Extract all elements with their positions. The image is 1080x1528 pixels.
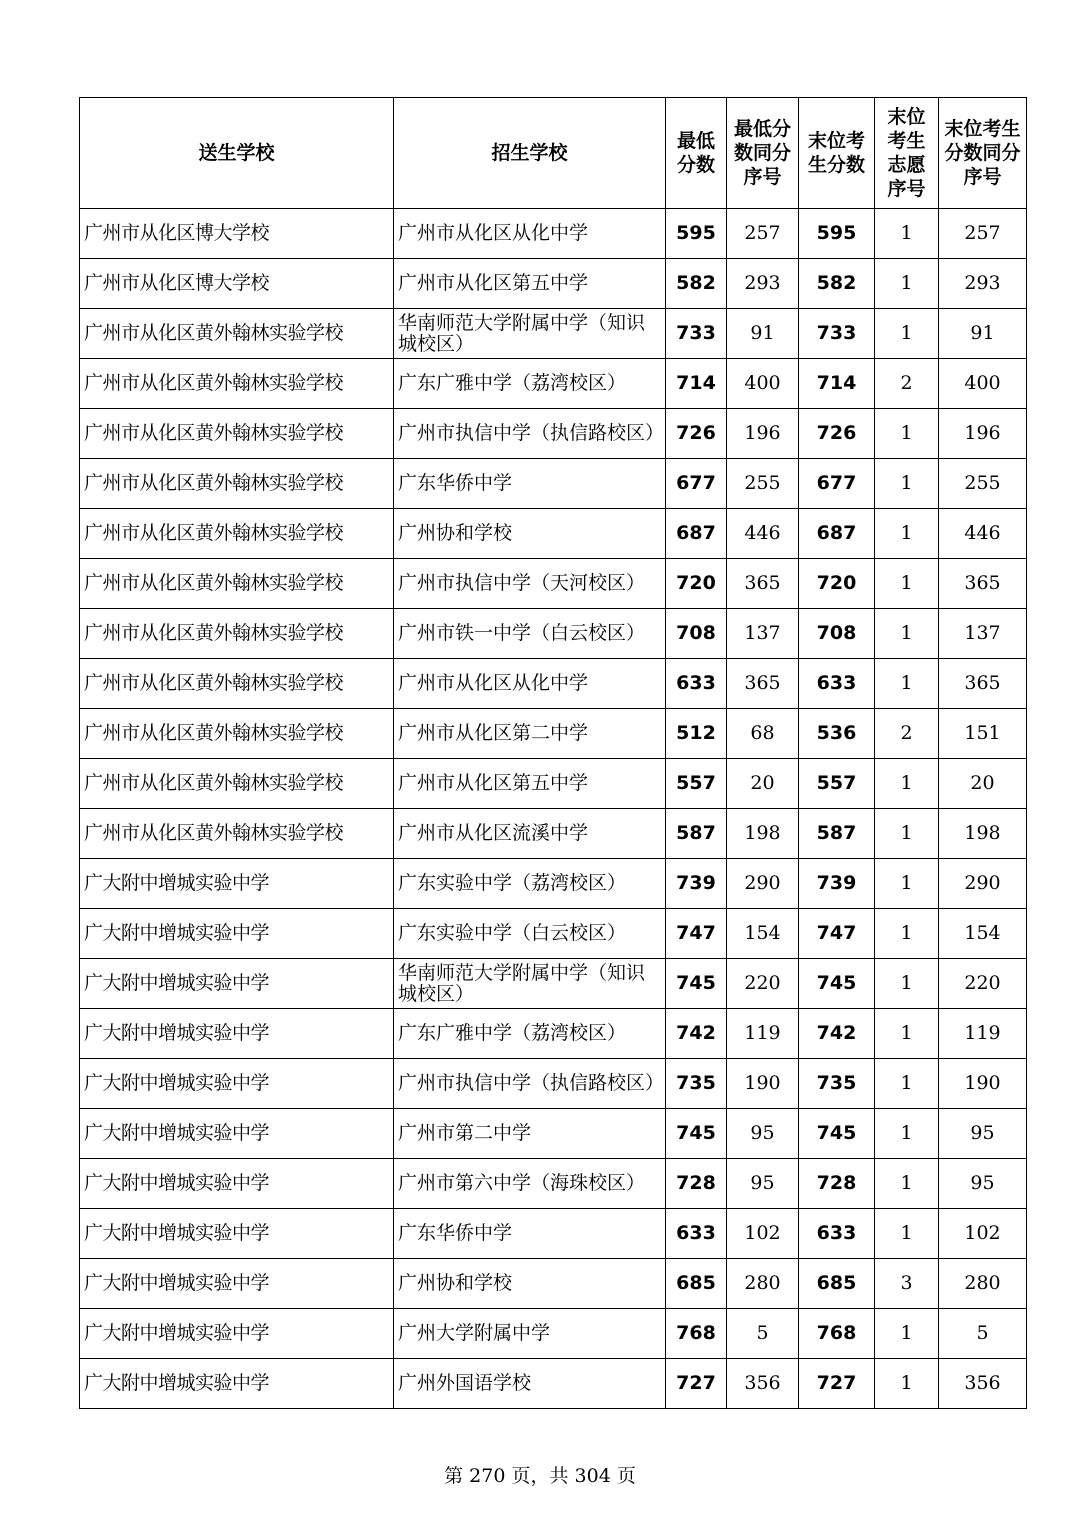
cell-last-wish: 2 [875, 359, 939, 409]
cell-recruit-school: 广州协和学校 [394, 509, 666, 559]
table-row [80, 609, 1027, 659]
cell-min-score-rank: 400 [727, 359, 799, 409]
cell-last-wish: 1 [875, 459, 939, 509]
cell-min-score-rank: 280 [727, 1259, 799, 1309]
cell-min-score-rank: 196 [727, 409, 799, 459]
table-row [80, 459, 1027, 509]
table-row [80, 259, 1027, 309]
cell-last-wish: 1 [875, 659, 939, 709]
cell-last-rank: 293 [939, 259, 1027, 309]
cell-last-rank: 356 [939, 1359, 1027, 1409]
table-row [80, 1109, 1027, 1159]
cell-last-rank: 137 [939, 609, 1027, 659]
cell-recruit-school: 广州市第二中学 [394, 1109, 666, 1159]
cell-recruit-school: 广州市铁一中学（白云校区） [394, 609, 666, 659]
cell-last-wish: 1 [875, 1209, 939, 1259]
table-row [80, 659, 1027, 709]
cell-last-wish: 1 [875, 759, 939, 809]
cell-recruit-school: 广州市从化区第五中学 [394, 759, 666, 809]
cell-send-school: 广州市从化区黄外翰林实验学校 [80, 409, 394, 459]
cell-last-score: 536 [799, 709, 875, 759]
table-row [80, 809, 1027, 859]
table-row [80, 709, 1027, 759]
cell-last-wish: 1 [875, 1059, 939, 1109]
cell-min-score: 685 [666, 1259, 727, 1309]
cell-recruit-school: 广州市执信中学（天河校区） [394, 559, 666, 609]
table-row [80, 359, 1027, 409]
cell-send-school: 广州市从化区黄外翰林实验学校 [80, 309, 394, 359]
cell-min-score: 742 [666, 1009, 727, 1059]
cell-send-school: 广大附中增城实验中学 [80, 909, 394, 959]
header-send-school: 送生学校 [80, 98, 394, 209]
cell-min-score-rank: 290 [727, 859, 799, 909]
cell-last-rank: 257 [939, 209, 1027, 259]
cell-recruit-school: 广州协和学校 [394, 1259, 666, 1309]
header-last-wish: 末位 考生 志愿 序号 [875, 98, 939, 209]
cell-min-score-rank: 365 [727, 559, 799, 609]
table-row [80, 559, 1027, 609]
cell-send-school: 广大附中增城实验中学 [80, 1109, 394, 1159]
cell-recruit-school: 广州外国语学校 [394, 1359, 666, 1409]
cell-min-score: 512 [666, 709, 727, 759]
cell-min-score: 733 [666, 309, 727, 359]
cell-send-school: 广大附中增城实验中学 [80, 1209, 394, 1259]
cell-min-score: 714 [666, 359, 727, 409]
cell-last-score: 582 [799, 259, 875, 309]
cell-min-score-rank: 365 [727, 659, 799, 709]
cell-recruit-school: 华南师范大学附属中学（知识城校区） [394, 309, 666, 359]
cell-last-rank: 190 [939, 1059, 1027, 1109]
table-row [80, 909, 1027, 959]
cell-last-rank: 102 [939, 1209, 1027, 1259]
cell-send-school: 广大附中增城实验中学 [80, 1059, 394, 1109]
cell-min-score-rank: 68 [727, 709, 799, 759]
cell-last-wish: 1 [875, 1309, 939, 1359]
cell-last-rank: 446 [939, 509, 1027, 559]
cell-recruit-school: 广东广雅中学（荔湾校区） [394, 359, 666, 409]
cell-min-score-rank: 446 [727, 509, 799, 559]
cell-last-score: 735 [799, 1059, 875, 1109]
cell-last-rank: 151 [939, 709, 1027, 759]
cell-recruit-school: 广州市从化区流溪中学 [394, 809, 666, 859]
cell-min-score: 726 [666, 409, 727, 459]
cell-recruit-school: 广东实验中学（白云校区） [394, 909, 666, 959]
cell-min-score: 745 [666, 1109, 727, 1159]
cell-recruit-school: 广州大学附属中学 [394, 1309, 666, 1359]
cell-min-score-rank: 95 [727, 1109, 799, 1159]
cell-last-score: 745 [799, 959, 875, 1009]
cell-min-score-rank: 137 [727, 609, 799, 659]
cell-send-school: 广大附中增城实验中学 [80, 1159, 394, 1209]
cell-min-score: 595 [666, 209, 727, 259]
cell-min-score: 728 [666, 1159, 727, 1209]
cell-last-score: 747 [799, 909, 875, 959]
cell-min-score: 633 [666, 1209, 727, 1259]
table-row [80, 409, 1027, 459]
cell-min-score: 739 [666, 859, 727, 909]
cell-last-score: 768 [799, 1309, 875, 1359]
cell-last-wish: 1 [875, 1109, 939, 1159]
cell-last-wish: 1 [875, 859, 939, 909]
cell-send-school: 广州市从化区黄外翰林实验学校 [80, 709, 394, 759]
cell-last-score: 733 [799, 309, 875, 359]
cell-recruit-school: 广州市执信中学（执信路校区） [394, 1059, 666, 1109]
header-recruit-school: 招生学校 [394, 98, 666, 209]
cell-min-score-rank: 220 [727, 959, 799, 1009]
cell-last-wish: 1 [875, 809, 939, 859]
cell-last-score: 557 [799, 759, 875, 809]
cell-last-rank: 119 [939, 1009, 1027, 1059]
cell-recruit-school: 广州市从化区第五中学 [394, 259, 666, 309]
cell-min-score: 677 [666, 459, 727, 509]
cell-min-score-rank: 119 [727, 1009, 799, 1059]
cell-recruit-school: 广东华侨中学 [394, 1209, 666, 1259]
cell-last-score: 714 [799, 359, 875, 409]
cell-last-wish: 1 [875, 609, 939, 659]
cell-min-score: 582 [666, 259, 727, 309]
cell-recruit-school: 广东广雅中学（荔湾校区） [394, 1009, 666, 1059]
cell-last-wish: 1 [875, 959, 939, 1009]
cell-min-score-rank: 257 [727, 209, 799, 259]
cell-last-rank: 5 [939, 1309, 1027, 1359]
cell-recruit-school: 广州市从化区从化中学 [394, 659, 666, 709]
header-last-rank: 末位考生 分数同分 序号 [939, 98, 1027, 209]
cell-min-score: 587 [666, 809, 727, 859]
cell-send-school: 广州市从化区黄外翰林实验学校 [80, 609, 394, 659]
cell-min-score-rank: 20 [727, 759, 799, 809]
cell-last-wish: 1 [875, 1359, 939, 1409]
cell-last-wish: 1 [875, 509, 939, 559]
table-row [80, 1059, 1027, 1109]
cell-min-score: 633 [666, 659, 727, 709]
cell-last-rank: 255 [939, 459, 1027, 509]
cell-last-rank: 290 [939, 859, 1027, 909]
cell-last-wish: 1 [875, 1159, 939, 1209]
cell-last-score: 727 [799, 1359, 875, 1409]
cell-min-score: 708 [666, 609, 727, 659]
cell-last-wish: 2 [875, 709, 939, 759]
table-row [80, 209, 1027, 259]
cell-min-score-rank: 190 [727, 1059, 799, 1109]
table-row [80, 1359, 1027, 1409]
cell-last-score: 720 [799, 559, 875, 609]
cell-last-rank: 196 [939, 409, 1027, 459]
table-row [80, 1259, 1027, 1309]
cell-last-score: 728 [799, 1159, 875, 1209]
table-row [80, 309, 1027, 359]
cell-recruit-school: 广州市执信中学（执信路校区） [394, 409, 666, 459]
cell-min-score: 557 [666, 759, 727, 809]
cell-last-rank: 95 [939, 1159, 1027, 1209]
cell-min-score: 747 [666, 909, 727, 959]
cell-min-score-rank: 154 [727, 909, 799, 959]
cell-send-school: 广大附中增城实验中学 [80, 859, 394, 909]
cell-send-school: 广州市从化区黄外翰林实验学校 [80, 559, 394, 609]
cell-send-school: 广州市从化区博大学校 [80, 209, 394, 259]
cell-min-score-rank: 95 [727, 1159, 799, 1209]
page-number-footer: 第 270 页，共 304 页 [444, 1465, 636, 1487]
cell-last-wish: 1 [875, 409, 939, 459]
cell-send-school: 广大附中增城实验中学 [80, 1309, 394, 1359]
cell-last-score: 742 [799, 1009, 875, 1059]
table-row [80, 1309, 1027, 1359]
cell-last-rank: 365 [939, 659, 1027, 709]
cell-last-score: 745 [799, 1109, 875, 1159]
cell-min-score-rank: 356 [727, 1359, 799, 1409]
cell-last-rank: 280 [939, 1259, 1027, 1309]
cell-last-score: 708 [799, 609, 875, 659]
cell-recruit-school: 华南师范大学附属中学（知识城校区） [394, 959, 666, 1009]
header-last-score: 末位考 生分数 [799, 98, 875, 209]
header-min-score-rank: 最低分 数同分 序号 [727, 98, 799, 209]
cell-last-rank: 220 [939, 959, 1027, 1009]
table-row [80, 959, 1027, 1009]
cell-send-school: 广大附中增城实验中学 [80, 1009, 394, 1059]
cell-min-score-rank: 293 [727, 259, 799, 309]
table-row [80, 1009, 1027, 1059]
table-row [80, 1209, 1027, 1259]
table-row [80, 1159, 1027, 1209]
cell-last-score: 677 [799, 459, 875, 509]
cell-recruit-school: 广州市从化区从化中学 [394, 209, 666, 259]
cell-send-school: 广大附中增城实验中学 [80, 959, 394, 1009]
cell-min-score: 727 [666, 1359, 727, 1409]
cell-last-rank: 365 [939, 559, 1027, 609]
table-row [80, 859, 1027, 909]
cell-min-score-rank: 255 [727, 459, 799, 509]
cell-min-score-rank: 5 [727, 1309, 799, 1359]
cell-last-rank: 198 [939, 809, 1027, 859]
cell-min-score-rank: 102 [727, 1209, 799, 1259]
cell-last-wish: 1 [875, 559, 939, 609]
cell-recruit-school: 广州市从化区第二中学 [394, 709, 666, 759]
cell-min-score-rank: 91 [727, 309, 799, 359]
table-row [80, 509, 1027, 559]
cell-send-school: 广州市从化区黄外翰林实验学校 [80, 509, 394, 559]
cell-last-score: 739 [799, 859, 875, 909]
cell-last-score: 685 [799, 1259, 875, 1309]
cell-last-score: 633 [799, 1209, 875, 1259]
cell-last-rank: 95 [939, 1109, 1027, 1159]
cell-last-rank: 20 [939, 759, 1027, 809]
cell-send-school: 广州市从化区黄外翰林实验学校 [80, 359, 394, 409]
cell-recruit-school: 广东实验中学（荔湾校区） [394, 859, 666, 909]
cell-min-score: 720 [666, 559, 727, 609]
cell-recruit-school: 广州市第六中学（海珠校区） [394, 1159, 666, 1209]
cell-send-school: 广州市从化区黄外翰林实验学校 [80, 759, 394, 809]
cell-min-score: 745 [666, 959, 727, 1009]
cell-recruit-school: 广东华侨中学 [394, 459, 666, 509]
cell-last-wish: 1 [875, 909, 939, 959]
cell-last-rank: 154 [939, 909, 1027, 959]
cell-last-wish: 1 [875, 1009, 939, 1059]
cell-min-score: 687 [666, 509, 727, 559]
cell-send-school: 广州市从化区博大学校 [80, 259, 394, 309]
cell-last-score: 726 [799, 409, 875, 459]
cell-last-score: 687 [799, 509, 875, 559]
cell-last-rank: 400 [939, 359, 1027, 409]
cell-last-wish: 3 [875, 1259, 939, 1309]
admission-score-table [79, 97, 1027, 1409]
cell-last-rank: 91 [939, 309, 1027, 359]
cell-last-wish: 1 [875, 259, 939, 309]
cell-min-score: 735 [666, 1059, 727, 1109]
cell-send-school: 广大附中增城实验中学 [80, 1259, 394, 1309]
header-row [80, 98, 1027, 209]
cell-send-school: 广州市从化区黄外翰林实验学校 [80, 659, 394, 709]
cell-last-wish: 1 [875, 309, 939, 359]
header-min-score: 最低 分数 [666, 98, 727, 209]
cell-send-school: 广州市从化区黄外翰林实验学校 [80, 459, 394, 509]
cell-last-score: 633 [799, 659, 875, 709]
cell-last-wish: 1 [875, 209, 939, 259]
cell-send-school: 广大附中增城实验中学 [80, 1359, 394, 1409]
cell-last-score: 587 [799, 809, 875, 859]
cell-send-school: 广州市从化区黄外翰林实验学校 [80, 809, 394, 859]
cell-min-score-rank: 198 [727, 809, 799, 859]
table-row [80, 759, 1027, 809]
cell-min-score: 768 [666, 1309, 727, 1359]
cell-last-score: 595 [799, 209, 875, 259]
